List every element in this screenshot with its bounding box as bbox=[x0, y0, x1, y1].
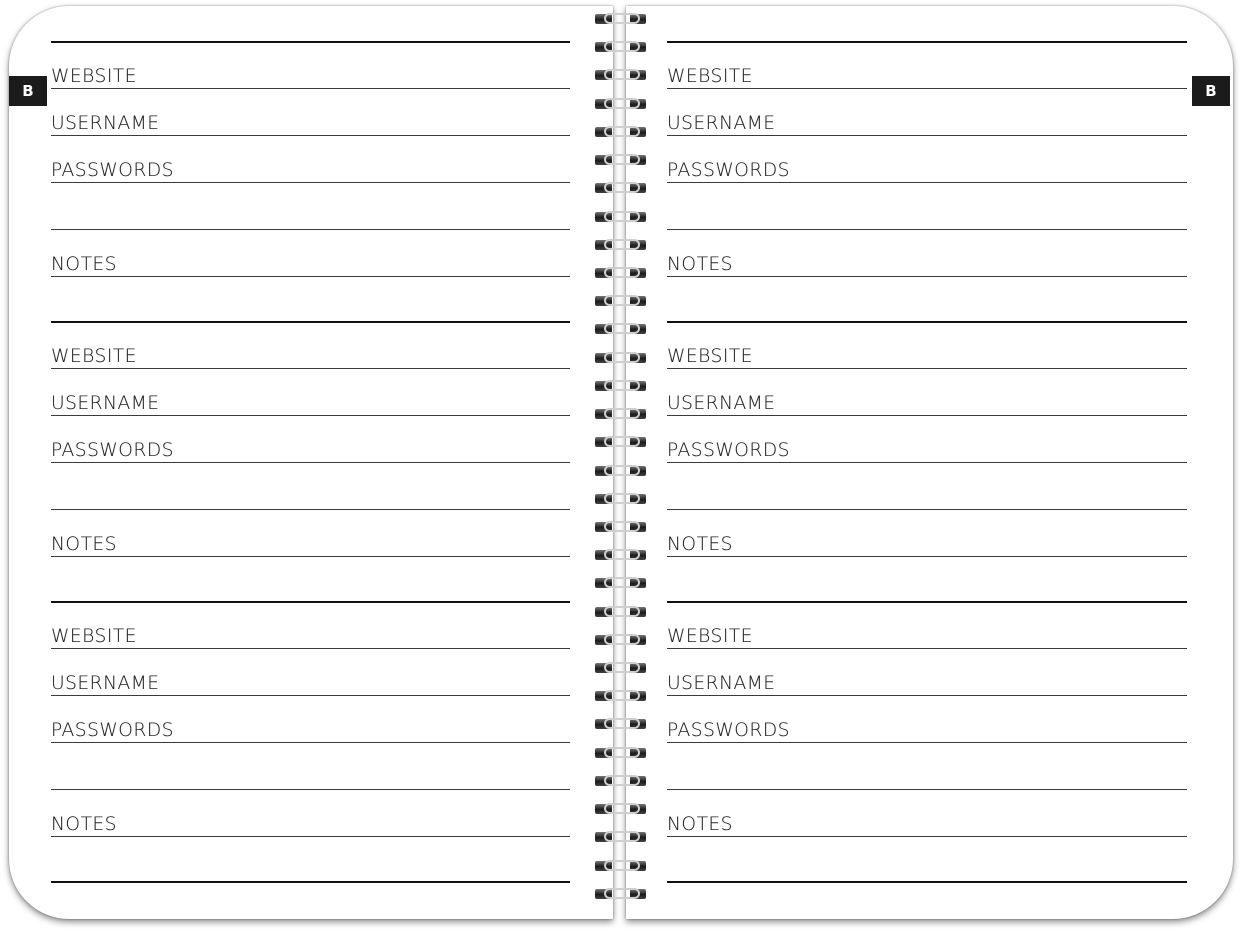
username-line[interactable] bbox=[667, 89, 1187, 136]
passwords-line[interactable] bbox=[667, 416, 1187, 463]
spiral-ring bbox=[592, 236, 654, 254]
spiral-ring bbox=[592, 687, 654, 705]
website-label: WEBSITE bbox=[51, 345, 137, 367]
entry-divider bbox=[51, 836, 570, 883]
notes-line[interactable] bbox=[667, 510, 1187, 557]
website-label: WEBSITE bbox=[51, 625, 137, 647]
username-line[interactable] bbox=[667, 369, 1187, 416]
entry-divider bbox=[667, 836, 1187, 883]
passwords-label: PASSWORDS bbox=[51, 719, 174, 741]
spiral-ring bbox=[592, 95, 654, 113]
notes-label: NOTES bbox=[667, 253, 733, 275]
website-line[interactable] bbox=[667, 322, 1187, 369]
notes-line[interactable] bbox=[667, 230, 1187, 277]
spiral-ring bbox=[592, 123, 654, 141]
spiral-ring bbox=[592, 603, 654, 621]
passwords-line[interactable] bbox=[51, 416, 570, 463]
spiral-ring bbox=[592, 715, 654, 733]
spiral-ring bbox=[592, 744, 654, 762]
website-line[interactable] bbox=[51, 322, 570, 369]
spiral-ring bbox=[592, 490, 654, 508]
notes-label: NOTES bbox=[51, 533, 117, 555]
passwords-label: PASSWORDS bbox=[51, 439, 174, 461]
website-line[interactable] bbox=[667, 42, 1187, 89]
spiral-ring bbox=[592, 405, 654, 423]
entry-divider bbox=[667, 556, 1187, 603]
spiral-ring bbox=[592, 518, 654, 536]
blank-line bbox=[51, 463, 570, 510]
spiral-ring bbox=[592, 857, 654, 875]
spiral-ring bbox=[592, 800, 654, 818]
spiral-ring bbox=[592, 546, 654, 564]
passwords-label: PASSWORDS bbox=[667, 719, 790, 741]
notes-line[interactable] bbox=[51, 510, 570, 557]
passwords-label: PASSWORDS bbox=[51, 159, 174, 181]
username-label: USERNAME bbox=[667, 392, 776, 414]
spiral-ring bbox=[592, 349, 654, 367]
passwords-line[interactable] bbox=[51, 696, 570, 743]
username-line[interactable] bbox=[51, 369, 570, 416]
website-line[interactable] bbox=[667, 602, 1187, 649]
website-label: WEBSITE bbox=[667, 65, 753, 87]
website-label: WEBSITE bbox=[51, 65, 137, 87]
entry-divider bbox=[51, 276, 570, 323]
username-line[interactable] bbox=[51, 649, 570, 696]
blank-line bbox=[51, 183, 570, 230]
spiral-ring bbox=[592, 574, 654, 592]
entry-divider bbox=[51, 0, 570, 43]
spiral-ring bbox=[592, 66, 654, 84]
blank-line bbox=[667, 183, 1187, 230]
spiral-ring bbox=[592, 10, 654, 28]
spiral-ring bbox=[592, 828, 654, 846]
entry-divider bbox=[667, 0, 1187, 43]
notes-line[interactable] bbox=[667, 790, 1187, 837]
passwords-line[interactable] bbox=[51, 136, 570, 183]
spiral-ring bbox=[592, 208, 654, 226]
right-page bbox=[626, 6, 1233, 919]
username-line[interactable] bbox=[667, 649, 1187, 696]
website-label: WEBSITE bbox=[667, 625, 753, 647]
spiral-ring bbox=[592, 631, 654, 649]
website-line[interactable] bbox=[51, 602, 570, 649]
notes-label: NOTES bbox=[667, 533, 733, 555]
spiral-ring bbox=[592, 151, 654, 169]
passwords-line[interactable] bbox=[667, 696, 1187, 743]
username-label: USERNAME bbox=[667, 112, 776, 134]
notes-label: NOTES bbox=[667, 813, 733, 835]
website-label: WEBSITE bbox=[667, 345, 753, 367]
blank-line bbox=[51, 743, 570, 790]
entry-divider bbox=[667, 276, 1187, 323]
spiral-ring bbox=[592, 264, 654, 282]
blank-line bbox=[667, 743, 1187, 790]
spiral-binding bbox=[592, 8, 654, 918]
spiral-ring bbox=[592, 433, 654, 451]
passwords-line[interactable] bbox=[667, 136, 1187, 183]
spiral-ring bbox=[592, 179, 654, 197]
spiral-ring bbox=[592, 659, 654, 677]
notes-line[interactable] bbox=[51, 790, 570, 837]
notes-line[interactable] bbox=[51, 230, 570, 277]
blank-line bbox=[667, 463, 1187, 510]
alphabet-tab-right[interactable]: B bbox=[1192, 76, 1230, 106]
username-label: USERNAME bbox=[51, 112, 160, 134]
passwords-label: PASSWORDS bbox=[667, 159, 790, 181]
username-label: USERNAME bbox=[51, 392, 160, 414]
username-label: USERNAME bbox=[667, 672, 776, 694]
username-line[interactable] bbox=[51, 89, 570, 136]
passwords-label: PASSWORDS bbox=[667, 439, 790, 461]
spiral-ring bbox=[592, 38, 654, 56]
spiral-ring bbox=[592, 377, 654, 395]
spiral-ring bbox=[592, 772, 654, 790]
entry-divider bbox=[51, 556, 570, 603]
spiral-ring bbox=[592, 885, 654, 903]
spiral-ring bbox=[592, 320, 654, 338]
username-label: USERNAME bbox=[51, 672, 160, 694]
left-page bbox=[9, 6, 613, 919]
notes-label: NOTES bbox=[51, 813, 117, 835]
spiral-ring bbox=[592, 462, 654, 480]
spiral-ring bbox=[592, 292, 654, 310]
website-line[interactable] bbox=[51, 42, 570, 89]
alphabet-tab-left[interactable]: B bbox=[9, 76, 47, 106]
notes-label: NOTES bbox=[51, 253, 117, 275]
